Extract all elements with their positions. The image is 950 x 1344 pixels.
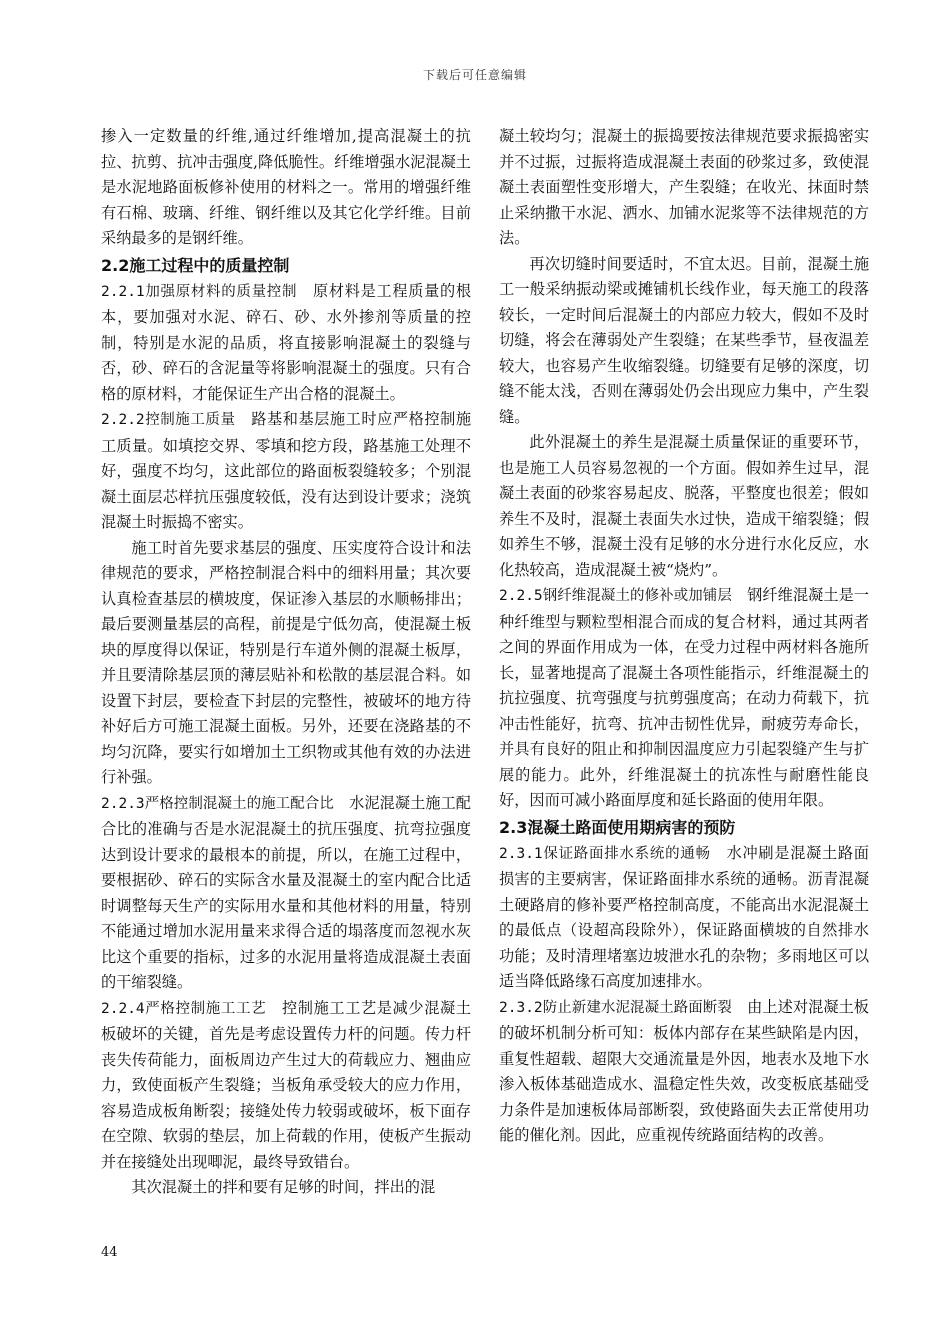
paragraph-cutting: 再次切缝时间要适时，不宜太迟。目前，混凝土施工一般采纳振动梁或摊铺机长线作业，每天施工的段落较长，一定时间后混凝土的内部应力较大，假如不及时切缝，将会在薄弱处产生裂缝；在某些季节，昼夜温差较大，也容易产生收缩裂缝。切缝要有足够的深度，切缝不能太浅，否则在薄弱处仍会出现应力集中，产生裂缝。	[499, 254, 869, 426]
subsection-2-2-4	[101, 996, 471, 1176]
subsection-title-2-2-4: 2.2.4严格控制施工工艺	[101, 1000, 267, 1017]
subsection-2-2-2	[101, 407, 471, 536]
subsection-title-2-2-3: 2.2.3严格控制混凝土的施工配合比	[101, 795, 334, 812]
subsection-title-2-2-5: 2.2.5钢纤维混凝土的修补或加铺层	[499, 588, 732, 604]
subsection-2-3-2	[499, 995, 869, 1149]
subsection-title-2-2-2: 2.2.2控制施工质量	[101, 412, 236, 428]
subsection-2-3-1	[499, 841, 869, 995]
subsection-title-2-2-1: 2.2.1加强原材料的质量控制	[101, 283, 298, 300]
paragraph-curing: 此外混凝土的养生是混凝土质量保证的重要环节，也是施工人员容易忽视的一个方面。假如养生过早，混凝土表面的砂浆容易起皮、脱落，平整度也很差；假如养生不及时，混凝土表面失水过快，造成干缩裂缝；假如养生不够，混凝土没有足够的水分进行水化反应，水化热较高，造成混凝土被“烧灼”。	[499, 433, 869, 579]
subsection-text-2-2-3: 水泥混凝土施工配合比的准确与否是水泥混凝土的抗压强度、抗弯拉强度达到设计要求的最根本的前提，所以，在施工过程中，要根据砂、碎石的实际含水量及混凝土的室内配合比适时调整每天生产的实际用水量和其他材料的用量，特别不能通过增加水泥用量来求得合适的塌落度而忽视水灰比这个重要的指标，过多的水泥用量将造成混凝土表面的干缩裂缝。	[101, 793, 471, 991]
left-column	[101, 124, 471, 1201]
subsection-text-2-3-2: 由上述对混凝土板的破坏机制分析可知：板体内部存在某些缺陷是内因，重复性超载、超限大交通流量是外因，地表水及地下水渗入板体基础造成水、温稳定性失效，改变板底基础受力条件是加速板体局部断裂，致使路面失去正常使用功能的催化剂。因此，应重视传统路面结构的改善。	[499, 997, 869, 1144]
paragraph-mixing-start: 其次混凝土的拌和要有足够的时间，拌出的混	[131, 1178, 436, 1196]
right-column	[499, 124, 869, 1149]
subsection-text-2-2-2: 路基和基层施工时应严格控制施工质量。如填挖交界、零填和挖方段，路基施工处理不好，强度不均匀，这此部位的路面板裂缝较多；个别混凝土面层芯样抗压强度较低，没有达到设计要求；浇筑混凝土时振捣不密实。	[101, 410, 472, 531]
subsection-2-2-1	[101, 279, 471, 408]
paragraph-mixing-end: 凝土较均匀；混凝土的振捣要按法律规范要求振捣密实并不过振，过振将造成混凝土表面的砂浆过多，致使混凝土表面塑性变形增大，产生裂缝；在收光、抹面时禁止采纳撒干水泥、洒水、加铺水泥浆等不法律规范的方法。	[499, 127, 869, 247]
paragraph-base-layer: 施工时首先要求基层的强度、压实度符合设计和法律规范的要求，严格控制混合料中的细料用量；其次要认真检查基层的横坡度，保证渗入基层的水顺畅排出；最后要测量基层的高程，前提是宁低勿高，使混凝土板块的厚度得以保证，特别是行车道外侧的混凝土板厚，并且要清除基层顶的薄层贴补和松散的基层混合料。如设置下封层，要检查下封层的完整性，被破坏的地方待补好后方可施工混凝土面板。另外，还要在浇路基的不均匀沉降，要实行如增加土工织物或其他有效的办法进行补强。	[101, 538, 471, 786]
subsection-text-2-2-1: 原材料是工程质量的根本，要加强对水泥、碎石、砂、水外掺剂等质量的控制，特别是水泥的品质，将直接影响混凝土的裂缝与否，砂、碎石的含泥量等将影响混凝土的强度。只有合格的原材料，才能保证生产出合格的混凝土。	[101, 281, 472, 403]
subsection-title-2-3-2: 2.3.2防止新建水泥混凝土路面断裂	[499, 999, 732, 1016]
section-heading-2-3: 2.3混凝土路面使用期病害的预防	[499, 817, 736, 837]
subsection-text-2-2-4: 控制施工工艺是减少混凝土板破坏的关键，首先是考虑设置传力杆的问题。传力杆丧失传荷能力，面板周边产生过大的荷载应力、翘曲应力，致使面板产生裂缝；当板角承受较大的应力作用，容易造成板角断裂；接缝处传力较弱或破坏，板下面存在空隙、软弱的垫层，加上荷载的作用，使板产生振动并在接缝处出现唧泥，最终导致错台。	[101, 998, 472, 1171]
subsection-text-2-2-5: 钢纤维混凝土是一种纤维型与颗粒型相混合而成的复合材料，通过其两者之间的界面作用成为一体，在受力过程中两材料各施所长，显著地提高了混凝土各项性能指示，纤维混凝土的抗拉强度、抗弯强度与抗剪强度高；在动力荷载下，抗冲击性能好，抗弯、抗冲击韧性优异，耐疲劳寿命长，并具有良好的阻止和抑制因温度应力引起裂缝产生与扩展的能力。此外，纤维混凝土的抗冻性与耐磨性能良好，因而可减小路面厚度和延长路面的使用年限。	[499, 586, 869, 809]
subsection-2-2-5	[499, 583, 869, 814]
page-header: 下载后可任意编辑	[422, 68, 527, 82]
subsection-2-2-3	[101, 791, 471, 996]
subsection-text-2-3-1: 水冲刷是混凝土路面损害的主要病害，保证路面排水系统的通畅。沥青混凝土硬路肩的修补要严格控制高度，不能高出水泥混凝土的最低点（设超高段除外），保证路面横坡的自然排水功能；及时清理堵塞边坡泄水孔的杂物；多雨地区可以适当降低路缘石高度加速排水。	[499, 843, 869, 990]
paragraph-fiber-intro: 掺入一定数量的纤维,通过纤维增加,提高混凝土的抗拉、抗剪、抗冲击强度,降低脆性。纤维增强水泥混凝土是水泥地路面板修补使用的材料之一。常用的增强纤维有石棉、玻璃、纤维、钢纤维以及其它化学纤维。目前采纳最多的是钢纤维。	[101, 127, 471, 247]
subsection-title-2-3-1: 2.3.1保证路面排水系统的通畅	[499, 845, 711, 862]
page-number: 44	[101, 1245, 118, 1260]
section-heading-2-2: 2.2施工过程中的质量控制	[101, 255, 290, 275]
